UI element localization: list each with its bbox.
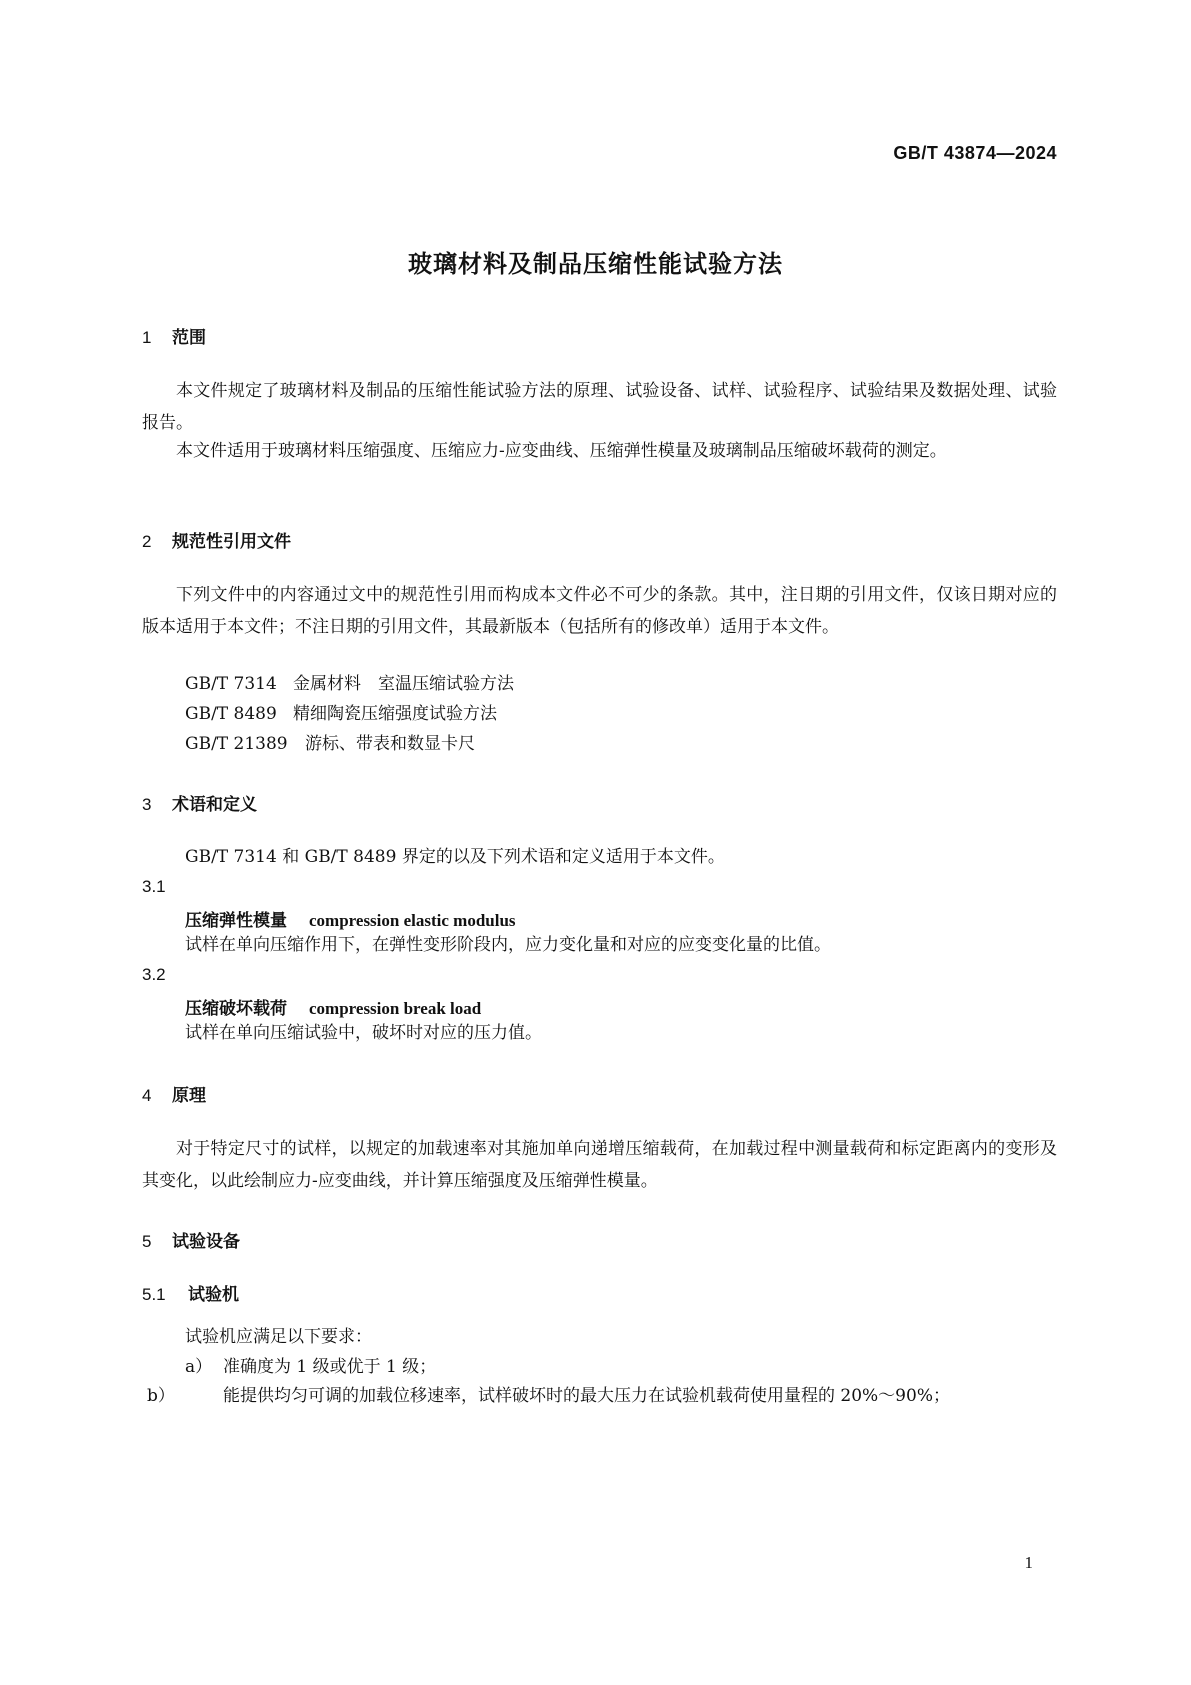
term-heading bbox=[185, 994, 481, 1019]
section-2-paragraph-1: 下列文件中的内容通过文中的规范性引用而构成本文件必不可少的条款。其中，注日期的引用文件，仅该日期对应的版本适用于本文件；不注日期的引用文件，其最新版本（包括所有的修改单）适用于本文件。 bbox=[142, 585, 1057, 637]
list-label: b） bbox=[147, 1386, 175, 1406]
section-3-heading bbox=[142, 790, 257, 815]
reference-title: 精细陶瓷压缩强度试验方法 bbox=[293, 704, 497, 724]
section-number: 4 bbox=[142, 1086, 152, 1105]
section-title: 术语和定义 bbox=[172, 795, 257, 815]
list-item-b bbox=[147, 1380, 1057, 1412]
standard-code: GB/T 43874—2024 bbox=[893, 143, 1057, 163]
section-4-heading bbox=[142, 1081, 206, 1106]
term-zh: 压缩破坏载荷 bbox=[185, 999, 287, 1019]
section-title: 试验设备 bbox=[172, 1232, 240, 1252]
section-number: 3 bbox=[142, 795, 152, 814]
reference-code: GB/T 21389 bbox=[185, 734, 288, 754]
reference-title: 金属材料 室温压缩试验方法 bbox=[293, 674, 514, 694]
section-1-paragraph-2: 本文件适用于玻璃材料压缩强度、压缩应力-应变曲线、压缩弹性模量及玻璃制品压缩破坏载荷的测定。 bbox=[176, 441, 947, 461]
section-title: 范围 bbox=[172, 328, 206, 348]
reference-code: GB/T 8489 bbox=[185, 704, 277, 724]
section-title: 原理 bbox=[172, 1086, 206, 1106]
term-number: 3.2 bbox=[142, 965, 166, 984]
section-title: 规范性引用文件 bbox=[172, 532, 291, 552]
section-5-1-intro: 试验机应满足以下要求： bbox=[185, 1327, 372, 1347]
section-number: 5 bbox=[142, 1232, 152, 1251]
subsection-title: 试验机 bbox=[188, 1285, 239, 1305]
section-5-heading bbox=[142, 1227, 240, 1252]
section-number: 2 bbox=[142, 532, 152, 551]
reference-item bbox=[185, 702, 497, 726]
section-4-paragraph-1: 对于特定尺寸的试样，以规定的加载速率对其施加单向递增压缩载荷，在加载过程中测量载荷和标定距离内的变形及其变化，以此绘制应力-应变曲线，并计算压缩强度及压缩弹性模量。 bbox=[142, 1139, 1057, 1191]
list-text: 准确度为 1 级或优于 1 级； bbox=[223, 1357, 437, 1377]
section-3-intro: GB/T 7314 和 GB/T 8489 界定的以及下列术语和定义适用于本文件。 bbox=[185, 847, 725, 867]
term-number: 3.1 bbox=[142, 877, 166, 896]
reference-item bbox=[185, 672, 514, 696]
page-number: 1 bbox=[1024, 1553, 1033, 1572]
list-item-a bbox=[185, 1355, 436, 1379]
section-1-heading bbox=[142, 323, 206, 348]
document-title: 玻璃材料及制品压缩性能试验方法 bbox=[408, 250, 783, 278]
list-label: a） bbox=[185, 1357, 213, 1377]
term-heading bbox=[185, 906, 516, 931]
section-number: 1 bbox=[142, 328, 152, 347]
term-en: compression elastic modulus bbox=[309, 911, 516, 930]
reference-item bbox=[185, 732, 475, 756]
reference-title: 游标、带表和数显卡尺 bbox=[305, 734, 475, 754]
subsection-number: 5.1 bbox=[142, 1285, 166, 1304]
section-1-paragraph-1: 本文件规定了玻璃材料及制品的压缩性能试验方法的原理、试验设备、试样、试验程序、试验结果及数据处理、试验报告。 bbox=[142, 381, 1057, 433]
reference-code: GB/T 7314 bbox=[185, 674, 277, 694]
section-2-heading bbox=[142, 527, 291, 552]
list-text: 能提供均匀可调的加载位移速率，试样破坏时的最大压力在试验机载荷使用量程的 20%～90%； bbox=[223, 1386, 950, 1406]
term-definition: 试样在单向压缩试验中，破坏时对应的压力值。 bbox=[185, 1023, 542, 1043]
term-en: compression break load bbox=[309, 999, 482, 1018]
term-definition: 试样在单向压缩作用下，在弹性变形阶段内，应力变化量和对应的应变变化量的比值。 bbox=[185, 935, 831, 955]
subsection-5-1-heading bbox=[142, 1280, 239, 1305]
term-zh: 压缩弹性模量 bbox=[185, 911, 287, 931]
